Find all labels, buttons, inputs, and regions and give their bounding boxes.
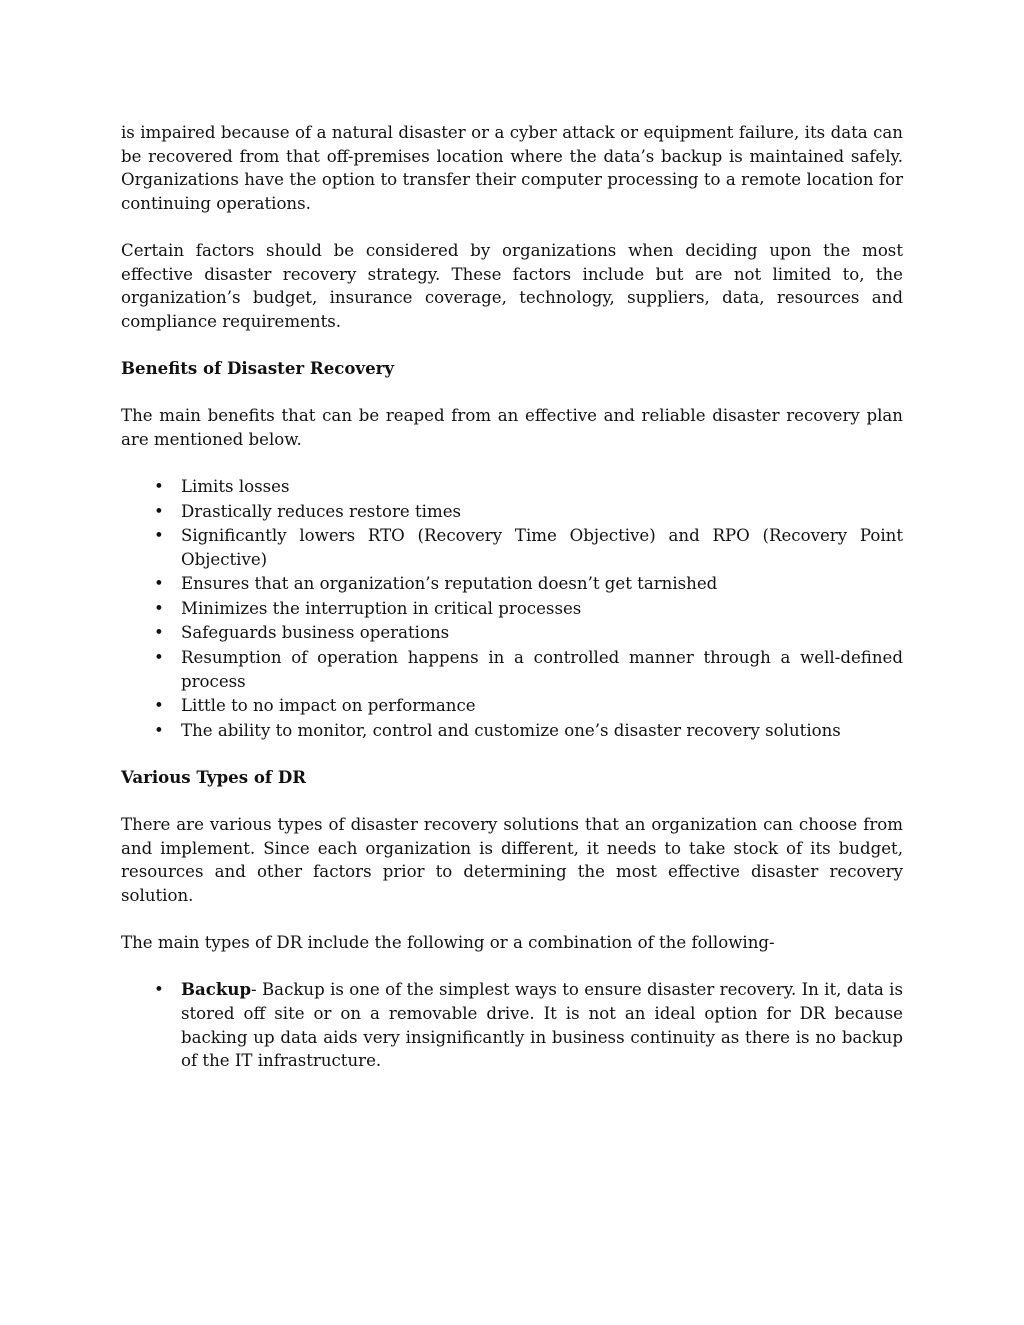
types-heading: Various Types of DR [121, 767, 307, 788]
list-item [154, 500, 903, 524]
bullet-icon: • [154, 980, 164, 1000]
type-term: Backup [181, 979, 252, 1000]
list-item-text: Resumption of operation happens in a controlled manner through a well-defined process [181, 648, 903, 691]
bullet-icon: • [154, 720, 164, 740]
benefits-intro: The main benefits that can be reaped from an effective and reliable disaster recovery plan are mentioned below. [121, 406, 903, 449]
list-item-text: Drastically reduces restore times [181, 501, 462, 521]
list-item-text: Significantly lowers RTO (Recovery Time Objective) and RPO (Recovery Point Objective) [181, 526, 903, 569]
list-item-text: Ensures that an organization’s reputation doesn’t get tarnished [181, 574, 718, 594]
list-item [154, 978, 903, 1072]
list-item [154, 475, 903, 499]
list-item [154, 621, 903, 645]
document-page [121, 121, 903, 1096]
bullet-icon: • [154, 696, 164, 716]
type-description: - Backup is one of the simplest ways to ensure disaster recovery. In it, data is stored off site or on a removable drive. It is not an ideal option for DR because backing up data aids very insignificantly in business continuity as there is no backup of the IT infrastructure. [181, 980, 903, 1071]
bullet-icon: • [154, 574, 164, 594]
types-list [121, 978, 903, 1072]
list-item [154, 524, 903, 571]
list-item-text: Minimizes the interruption in critical processes [181, 598, 582, 618]
bullet-icon: • [154, 648, 164, 668]
list-item-text: Little to no impact on performance [181, 696, 476, 716]
types-intro: There are various types of disaster recovery solutions that an organization can choose from and implement. Since each organization is different, it needs to take stock of its budget, resources and other factors prior to determining the most effective disaster recovery solution. [121, 815, 903, 905]
bullet-icon: • [154, 526, 164, 546]
list-item-text: Safeguards business operations [181, 623, 450, 643]
bullet-icon: • [154, 623, 164, 643]
list-item-text: The ability to monitor, control and customize one’s disaster recovery solutions [181, 720, 841, 740]
list-item [154, 719, 903, 743]
benefits-list [121, 475, 903, 743]
list-item [154, 597, 903, 621]
benefits-heading: Benefits of Disaster Recovery [121, 357, 395, 378]
bullet-icon: • [154, 501, 164, 521]
list-item-text: Limits losses [181, 476, 290, 496]
list-item [154, 646, 903, 693]
intro-paragraph-1: is impaired because of a natural disaster or a cyber attack or equipment failure, its data can be recovered from that off-premises location where the data’s backup is maintained safely. Organizations have the option to transfer their computer processing to a remote location for continuing operations. [121, 123, 903, 213]
list-item [154, 572, 903, 596]
list-item [154, 694, 903, 718]
bullet-icon: • [154, 598, 164, 618]
types-lead: The main types of DR include the following or a combination of the following- [121, 933, 775, 953]
bullet-icon: • [154, 476, 164, 496]
intro-paragraph-2: Certain factors should be considered by organizations when deciding upon the most effective disaster recovery strategy. These factors include but are not limited to, the organization’s budget, insurance coverage, technology, suppliers, data, resources and compliance requirements. [121, 240, 903, 331]
